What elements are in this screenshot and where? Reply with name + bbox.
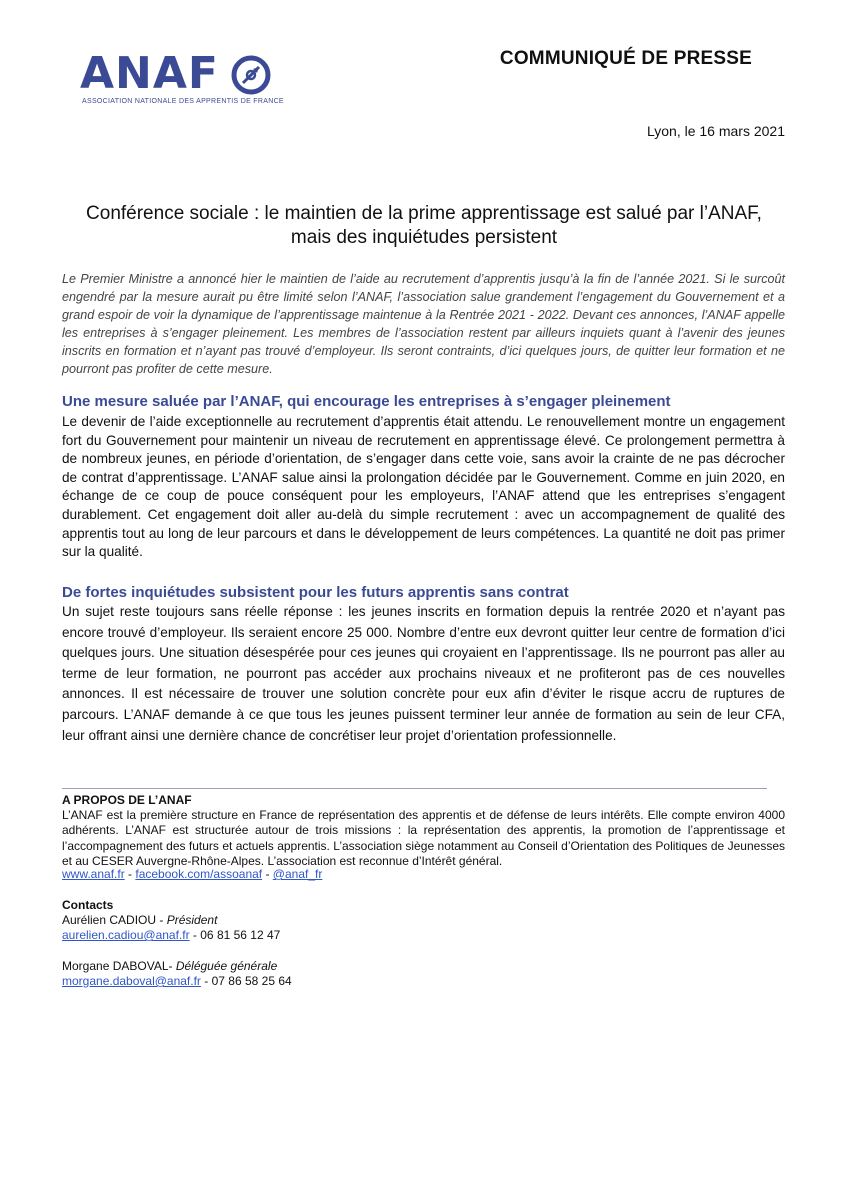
contact-name-line: [62, 913, 217, 927]
divider: [62, 788, 767, 789]
about-heading: A PROPOS DE L’ANAF: [62, 793, 192, 807]
page-title: [60, 202, 788, 250]
twitter-link[interactable]: @anaf_fr: [272, 867, 323, 881]
contact-name: Morgane DABOVAL-: [62, 959, 176, 973]
facebook-link[interactable]: facebook.com/assoanaf: [135, 867, 263, 881]
contact-phone: - 06 81 56 12 47: [189, 928, 281, 942]
section-2-body: Un sujet reste toujours sans réelle réponse : les jeunes inscrits en formation depuis la rentrée 2020 et n’ayant pas encore trouvé d’employeur. Ils seraient encore 25 000. Nombre d’entre eux devront quitter leur centre de formation d’ici quelques jours. Une situation désespérée pour ces jeunes qui croyaient en l’apprentissage. Ils ne pourront pas aller au terme de leur formation, ne pourront pas accéder aux prochains niveaux et ne profiteront pas de ces nouvelles annonces. Il est nécessaire de trouver une solution concrète pour eux afin d’éviter le risque accru de ruptures de parcours. L’ANAF demande à ce que tous les jeunes puissent terminer leur année de formation au sein de leur CFA, leur offrant ainsi une dernière chance de concrétiser leur projet d’orientation professionnelle.: [62, 604, 785, 743]
section-2-heading: De fortes inquiétudes subsistent pour les futurs apprentis sans contrat: [62, 584, 569, 601]
contact-name-line: [62, 959, 277, 973]
contacts-heading: Contacts: [62, 898, 114, 912]
website-link[interactable]: www.anaf.fr: [62, 867, 125, 881]
link-separator: -: [262, 867, 273, 881]
logo-wordmark: ANAF: [80, 48, 219, 99]
contact-name: Aurélien CADIOU -: [62, 913, 167, 927]
section-1-body: Le devenir de l’aide exceptionnelle au recrutement d’apprentis était attendu. Le renouvellement montre un engagement fort du Gouvernement pour maintenir un niveau de recrutement en apprentissage élevé. Ce prolongement permettra à de nombreux jeunes, en période d’orientation, de s’engager dans cette voie, sans avoir la crainte de ne pas décrocher de contrat d’apprentissage. L’ANAF salue ainsi la prolongation décidée par le Gouvernement. Comme en juin 2020, en échange de ce coup de pouce conséquent pour les employeurs, l’ANAF attend que les entreprises s’engagent durablement. Cet engagement doit aller au-delà du simple recrutement : avec un accompagnement de qualité des apprentis tout au long de leur parcours et dans le développement de leurs compétences. La quantité ne doit pas primer sur la qualité.: [62, 414, 785, 560]
contact-phone: - 07 86 58 25 64: [200, 974, 292, 988]
press-release-label: COMMUNIQUÉ DE PRESSE: [499, 48, 752, 69]
contact-email-line: [62, 974, 292, 988]
contact-email-link[interactable]: morgane.daboval@anaf.fr: [62, 974, 201, 988]
about-body: L’ANAF est la première structure en France de représentation des apprentis et de défense de leurs intérêts. Elle compte environ 4000 adhérents. L’ANAF est structurée autour de trois missions : la représentation des apprentis, la promotion de l’apprentissage et l’accompagnement des futurs et actuels apprentis. L’association siège notamment au Conseil d’Orientation des Politiques de Jeunesses et au CESER Auvergne-Rhône-Alpes. L’association est reconnue d’Intérêt général.: [62, 808, 785, 869]
logo-tagline: ASSOCIATION NATIONALE DES APPRENTIS DE FRANCE: [82, 98, 284, 105]
about-links: [62, 867, 322, 881]
contact-role: Président: [166, 913, 218, 927]
contact-role: Déléguée générale: [175, 959, 278, 973]
contact-email-line: [62, 928, 280, 942]
title-line-1: Conférence sociale : le maintien de la prime apprentissage est salué par l’ANAF,: [86, 203, 762, 224]
title-line-2: mais des inquiétudes persistent: [290, 227, 558, 248]
link-separator: -: [124, 867, 136, 881]
contact-email-link[interactable]: aurelien.cadiou@anaf.fr: [62, 928, 190, 942]
intro-paragraph: Le Premier Ministre a annoncé hier le maintien de l’aide au recrutement d’apprentis jusqu’à la fin de l’année 2021. Si le surcoût engendré par la mesure aurait pu être limité selon l’ANAF, l’association salue grandement l’engagement du Gouvernement et a grand espoir de voir la dynamique de l’apprentissage maintenue à la Rentrée 2021 - 2022. Devant ces annonces, l’ANAF appelle les entreprises à s’engager pleinement. Les membres de l’association restent par ailleurs inquiets quant à l’avenir des jeunes inscrits en formation et n’ayant pas trouvé d’employeur. Ils seront contraints, d’ici quelques jours, de quitter leur formation et ne pourront pas profiter de cette mesure.: [62, 272, 785, 376]
anaf-logo: [80, 48, 284, 108]
dateline: Lyon, le 16 mars 2021: [646, 123, 785, 139]
section-1-heading: Une mesure saluée par l’ANAF, qui encourage les entreprises à s’engager pleinement: [62, 393, 671, 410]
compass-emblem-icon: [230, 54, 272, 96]
